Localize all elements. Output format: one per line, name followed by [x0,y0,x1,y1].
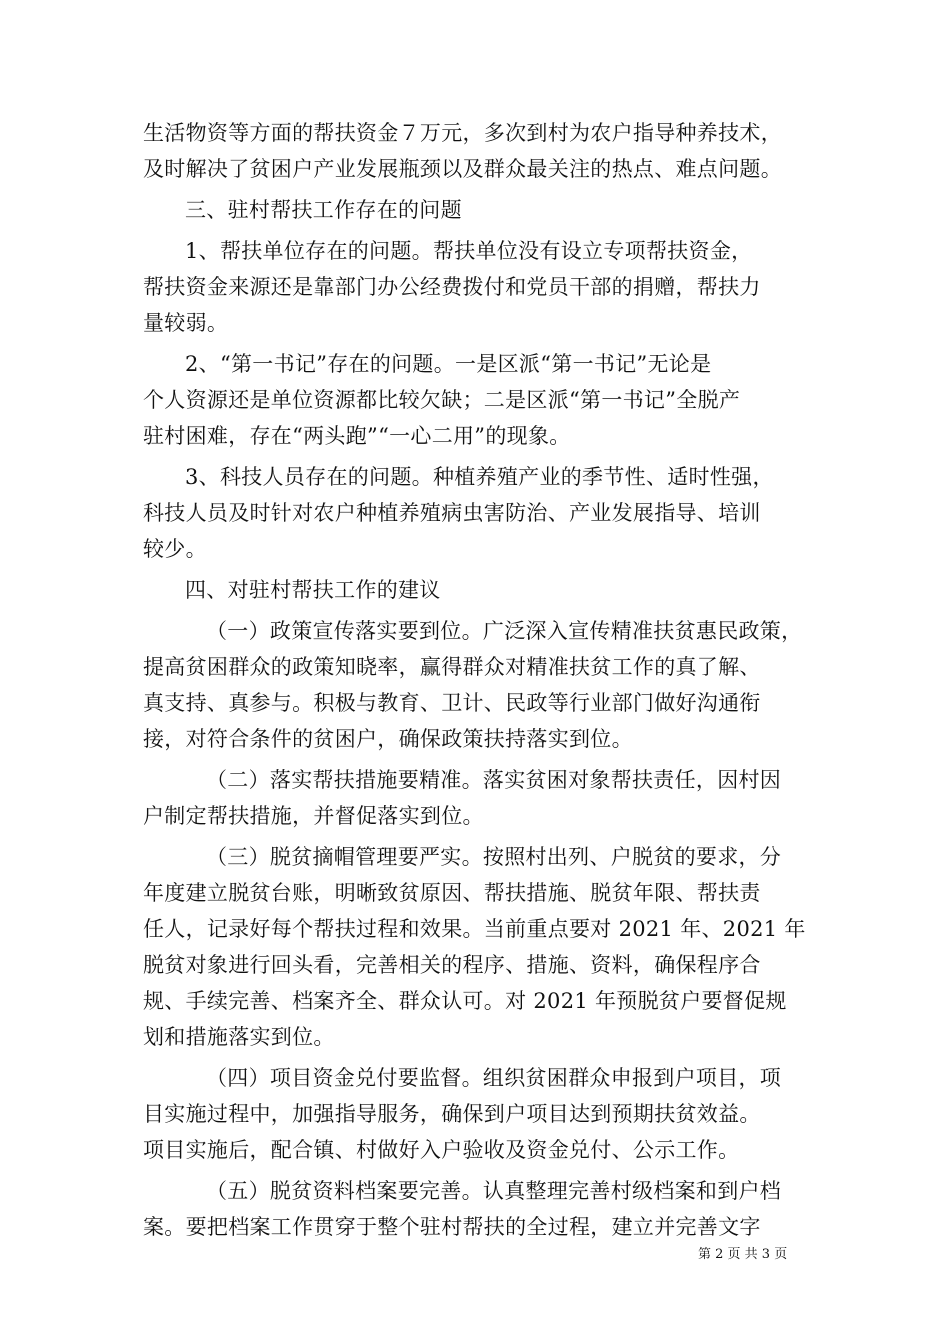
text-line: （四）项目资金兑付要监督。组织贫困群众申报到户项目，项 [206,1066,782,1090]
text-line: 驻村困难，存在“两头跑”“一心二用”的现象。 [143,424,571,448]
text-line: 年度建立脱贫台账，明晰致贫原因、帮扶措施、脱贫年限、帮扶责 [143,881,761,905]
text-line: 规、手续完善、档案齐全、群众认可。对 2021 年预脱贫户要督促规 [143,989,787,1013]
text-line: （三）脱贫摘帽管理要严实。按照村出列、户脱贫的要求，分 [206,845,782,869]
text-line: 科技人员及时针对农户种植养殖病虫害防治、产业发展指导、培训 [143,501,761,525]
text-line: 户制定帮扶措施，并督促落实到位。 [143,804,484,828]
text-line: （二）落实帮扶措施要精准。落实贫困对象帮扶责任，因村因 [206,768,782,792]
text-line: 接，对符合条件的贫困户，确保政策扶持落实到位。 [143,727,633,751]
text-line: 及时解决了贫困户产业发展瓶颈以及群众最关注的热点、难点问题。 [143,157,782,181]
paragraph [143,613,813,757]
text-line: 项目实施后，配合镇、村做好入户验收及资金兑付、公示工作。 [143,1138,740,1162]
text-line: 帮扶资金来源还是靠部门办公经费拨付和党员干部的捐赠，帮扶力 [143,275,761,299]
text-line: 较少。 [143,537,207,561]
text-line: 目实施过程中，加强指导服务，确保到户项目达到预期扶贫效益。 [143,1102,761,1126]
text-line: （五）脱贫资料档案要完善。认真整理完善村级档案和到户档 [206,1179,782,1203]
paragraph [143,192,813,228]
paragraph [143,1060,813,1168]
text-line: 案。要把档案工作贯穿于整个驻村帮扶的全过程，建立并完善文字 [143,1215,761,1239]
text-line: 量较弱。 [143,311,229,335]
paragraph [143,839,813,1055]
text-line: （一）政策宣传落实要到位。广泛深入宣传精准扶贫惠民政策， [206,619,803,643]
paragraph [143,459,813,567]
text-line: 2、“第一书记”存在的问题。一是区派“第一书记”无论是 [185,352,712,376]
text-line: 真支持、真参与。积极与教育、卫计、民政等行业部门做好沟通衔 [143,691,761,715]
paragraph [143,762,813,834]
paragraph [143,115,813,187]
text-line: 个人资源还是单位资源都比较欠缺；二是区派“第一书记”全脱产 [143,388,741,412]
paragraph [143,233,813,341]
paragraph [143,572,813,608]
text-line: 任人，记录好每个帮扶过程和效果。当前重点要对 2021 年、2021 年 [143,917,806,941]
paragraph [143,1173,813,1245]
text-line: 提高贫困群众的政策知晓率，赢得群众对精准扶贫工作的真了解、 [143,655,761,679]
text-line: 生活物资等方面的帮扶资金７万元，多次到村为农户指导种养技术， [143,121,782,145]
text-line: 3、科技人员存在的问题。种植养殖产业的季节性、适时性强， [185,465,774,489]
text-line: 四、对驻村帮扶工作的建议 [185,578,441,602]
page-number: 第 2 页 共 3 页 [698,1247,788,1262]
text-line: 脱贫对象进行回头看，完善相关的程序、措施、资料，确保程序合 [143,953,761,977]
text-line: 划和措施落实到位。 [143,1025,335,1049]
paragraph [143,346,813,454]
text-line: 三、驻村帮扶工作存在的问题 [185,198,462,222]
document-body [143,115,813,1250]
text-line: 1、帮扶单位存在的问题。帮扶单位没有设立专项帮扶资金， [185,239,753,263]
